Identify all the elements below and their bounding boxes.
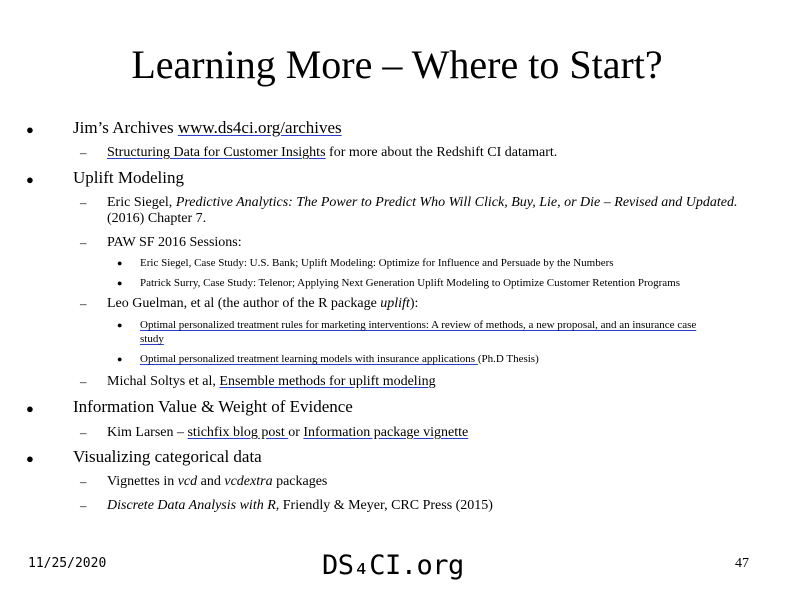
book-title: Discrete Data Analysis with R (107, 498, 276, 513)
sub-vignettes (107, 473, 327, 490)
sub-eric-siegel-book (107, 194, 738, 211)
sub-leo-guelman (107, 295, 418, 312)
thesis-note: (Ph.D Thesis) (477, 353, 539, 365)
bullet-marker: ● (26, 451, 34, 466)
optimal-rules-link[interactable]: Optimal personalized treatment rules for marketing interventions: A review of methods, a new proposal, and an insurance case (140, 319, 697, 331)
bullet-marker: ● (26, 172, 34, 187)
bullet-uplift-modeling: Uplift Modeling (73, 168, 184, 187)
slide-title: Learning More – Where to Start? (131, 42, 663, 87)
sub-text: Michal Soltys et al, (107, 374, 220, 389)
footer-date: 11/25/2020 (28, 556, 107, 571)
sub-text: Eric Siegel, (107, 195, 176, 210)
sub-text: Vignettes in (107, 474, 178, 489)
structuring-data-link[interactable]: Structuring Data for Customer Insights (107, 145, 326, 160)
small-bullet: ● (117, 320, 123, 330)
dash-marker: – (80, 474, 87, 489)
package-vcd: vcd (177, 474, 198, 489)
link-optimal-rules-line2[interactable] (140, 332, 164, 346)
dash-marker: – (80, 374, 87, 389)
footer-logo: DS₄CI.org (322, 550, 464, 581)
sub-text: Leo Guelman, et al (the author of the R package (107, 296, 381, 311)
archives-link[interactable]: www.ds4ci.org/archives (177, 118, 342, 137)
ensemble-methods-link[interactable]: Ensemble methods for uplift modeling (219, 374, 436, 389)
package-vcdextra: vcdextra (224, 474, 273, 489)
sub-text-mid: or (288, 425, 304, 440)
dash-marker: – (80, 498, 87, 513)
bullet-marker: ● (26, 122, 34, 137)
bullet-jims-archives (73, 118, 342, 138)
link-optimal-rules[interactable] (140, 318, 696, 332)
optimal-learning-link[interactable]: Optimal personalized treatment learning models with insurance applications (140, 353, 478, 365)
optimal-rules-link-cont[interactable]: study (140, 333, 164, 345)
bullet-information-value: Information Value & Weight of Evidence (73, 397, 353, 416)
bullet-visualizing-categorical: Visualizing categorical data (73, 447, 262, 466)
stichfix-blog-link[interactable]: stichfix blog post (187, 425, 289, 440)
sub-michal-soltys (107, 373, 436, 390)
sub-text-mid: and (197, 474, 225, 489)
page-number: 47 (735, 556, 749, 571)
sub-paw-sessions: PAW SF 2016 Sessions: (107, 235, 242, 250)
information-vignette-link[interactable]: Information package vignette (303, 425, 469, 440)
sub-text: , Friendly & Meyer, CRC Press (2015) (275, 498, 493, 513)
dash-marker: – (80, 195, 87, 210)
sub-kim-larsen (107, 424, 468, 441)
package-name: uplift (380, 296, 410, 311)
book-title: Predictive Analytics: The Power to Predict Who Will Click, Buy, Lie, or Die – Revised and Updated. (175, 195, 738, 210)
link-optimal-learning (140, 352, 539, 366)
small-bullet: ● (117, 258, 123, 268)
dash-marker: – (80, 145, 87, 160)
small-bullet: ● (117, 278, 123, 288)
dash-marker: – (80, 425, 87, 440)
sub-text-end: packages (272, 474, 328, 489)
dash-marker: – (80, 296, 87, 311)
sub-eric-siegel-book-line2: (2016) Chapter 7. (107, 211, 207, 226)
sub-structuring-data (107, 144, 557, 161)
dash-marker: – (80, 235, 87, 250)
bullet-text: Jim’s Archives (73, 118, 178, 137)
small-bullet: ● (117, 354, 123, 364)
session-eric-siegel: Eric Siegel, Case Study: U.S. Bank; Uplift Modeling: Optimize for Influence and Persuade by the Numbers (140, 257, 614, 269)
session-patrick-surry: Patrick Surry, Case Study: Telenor; Applying Next Generation Uplift Modeling to Optimize Customer Retention Programs (140, 277, 680, 289)
bullet-marker: ● (26, 401, 34, 416)
sub-text: Kim Larsen – (107, 425, 188, 440)
sub-discrete-data-analysis (107, 497, 493, 514)
sub-text: for more about the Redshift CI datamart. (325, 145, 558, 160)
sub-text-end: ): (409, 296, 419, 311)
